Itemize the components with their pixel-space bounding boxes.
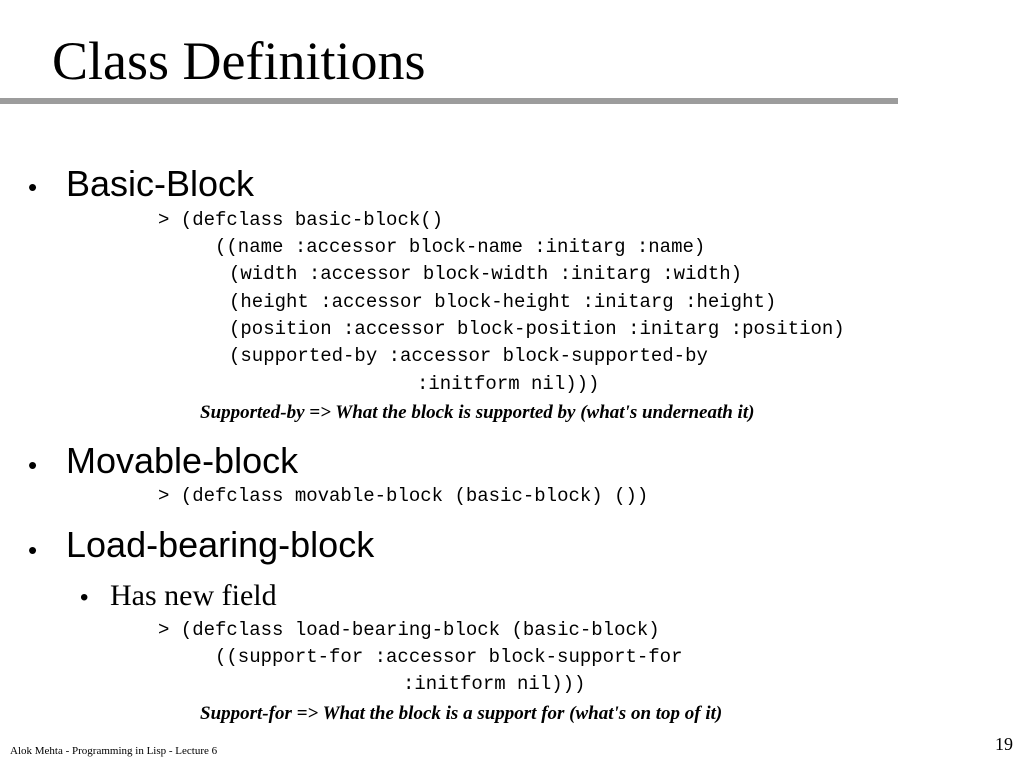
bullet-icon: • [28, 535, 38, 565]
code-line: > (defclass basic-block() [158, 209, 444, 231]
slide-footer: Alok Mehta - Programming in Lisp - Lecture 6 [10, 745, 218, 757]
subheading-has-new-field: Has new field [110, 579, 277, 612]
bullet-icon: • [28, 450, 38, 480]
page-number: 19 [995, 734, 1013, 754]
heading-load-bearing-block: Load-bearing-block [66, 524, 375, 565]
sub-bullet-icon: • [80, 584, 89, 611]
code-line: (height :accessor block-height :initarg :height) [229, 291, 777, 313]
code-line: :initform nil))) [417, 373, 600, 395]
heading-movable-block: Movable-block [66, 440, 299, 481]
code-line: (width :accessor block-width :initarg :width) [229, 263, 743, 285]
code-line: (supported-by :accessor block-supported-by [229, 345, 708, 367]
bullet-icon: • [28, 172, 38, 202]
slide-title: Class Definitions [52, 31, 426, 91]
code-line: > (defclass movable-block (basic-block) ()) [158, 485, 649, 507]
code-line: ((support-for :accessor block-support-for [215, 646, 683, 668]
annotation-note: Supported-by => What the block is supported by (what's underneath it) [200, 402, 755, 423]
annotation-note: Support-for => What the block is a support for (what's on top of it) [200, 703, 723, 724]
title-divider [0, 98, 898, 104]
code-line: :initform nil))) [403, 673, 586, 695]
code-line: ((name :accessor block-name :initarg :name) [215, 236, 706, 258]
heading-basic-block: Basic-Block [66, 163, 255, 204]
code-line: (position :accessor block-position :initarg :position) [229, 318, 845, 340]
code-line: > (defclass load-bearing-block (basic-block) [158, 619, 660, 641]
